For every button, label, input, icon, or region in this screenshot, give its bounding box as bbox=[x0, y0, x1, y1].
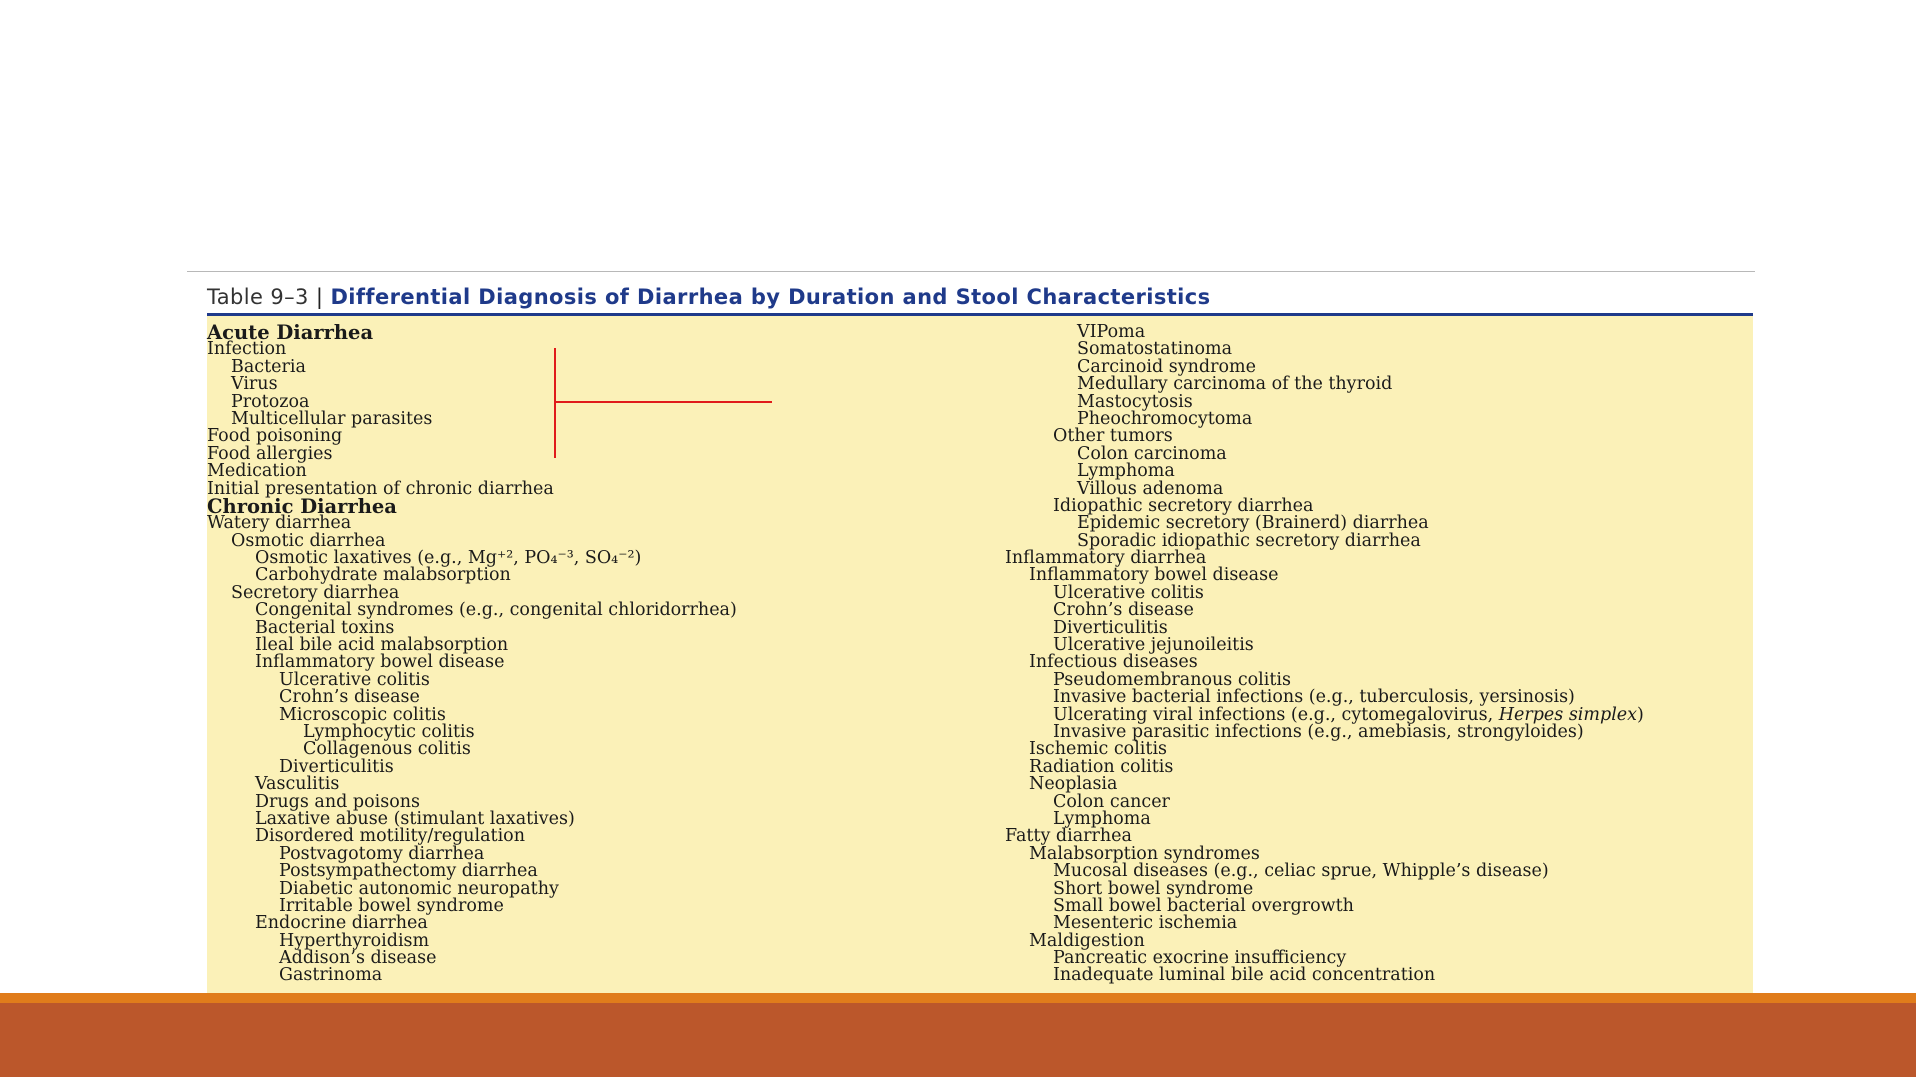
list-item: Food poisoning bbox=[207, 426, 343, 447]
caption-separator: | bbox=[315, 285, 324, 309]
list-item: Crohn’s disease bbox=[279, 687, 420, 708]
list-item: Pheochromocytoma bbox=[1077, 408, 1253, 429]
list-item: Postsympathectomy diarrhea bbox=[279, 861, 538, 882]
list-item: Small bowel bacterial overgrowth bbox=[1053, 895, 1354, 916]
list-item: Initial presentation of chronic diarrhea bbox=[207, 478, 554, 499]
list-item: Endocrine diarrhea bbox=[255, 913, 428, 934]
slide-top-rule bbox=[187, 271, 1755, 272]
list-item: Inflammatory bowel disease bbox=[1029, 565, 1279, 586]
list-item: Medication bbox=[207, 461, 307, 482]
list-item: Protozoa bbox=[231, 391, 310, 412]
list-item: Mastocytosis bbox=[1077, 391, 1193, 412]
list-item: Laxative abuse (stimulant laxatives) bbox=[255, 808, 575, 829]
list-item: Diverticulitis bbox=[1053, 617, 1168, 638]
annotation-vertical-line bbox=[554, 348, 556, 458]
list-item: Hyperthyroidism bbox=[279, 930, 430, 951]
list-item: Irritable bowel syndrome bbox=[279, 895, 504, 916]
annotation-horizontal-line bbox=[554, 401, 772, 403]
list-item: Postvagotomy diarrhea bbox=[279, 843, 485, 864]
footer-accent-stripe bbox=[0, 993, 1916, 1003]
section-heading: Chronic Diarrhea bbox=[207, 494, 397, 518]
list-item: Lymphocytic colitis bbox=[303, 721, 475, 742]
list-item: Fatty diarrhea bbox=[1005, 826, 1132, 847]
list-item: Diverticulitis bbox=[279, 756, 394, 777]
list-item: Osmotic laxatives (e.g., Mg⁺², PO₄⁻³, SO₄⁻²) bbox=[255, 548, 642, 569]
list-item: Vasculitis bbox=[255, 774, 340, 795]
list-item: Bacterial toxins bbox=[255, 617, 395, 638]
list-item: Maldigestion bbox=[1029, 930, 1145, 951]
list-item: Infection bbox=[207, 339, 287, 360]
section-heading: Acute Diarrhea bbox=[207, 321, 374, 344]
list-item: Infectious diseases bbox=[1029, 652, 1198, 673]
list-item: Ulcerative colitis bbox=[279, 669, 430, 690]
list-item: Lymphoma bbox=[1053, 808, 1151, 829]
list-item: Malabsorption syndromes bbox=[1029, 843, 1260, 864]
list-item: Bacteria bbox=[231, 356, 306, 377]
list-item: Inflammatory bowel disease bbox=[255, 652, 505, 673]
list-item: Ulcerative colitis bbox=[1053, 582, 1204, 603]
list-item: Medullary carcinoma of the thyroid bbox=[1077, 374, 1393, 395]
list-item: Idiopathic secretory diarrhea bbox=[1053, 495, 1314, 516]
list-item: Ulcerating viral infections (e.g., cytomegalovirus, Herpes simplex) bbox=[1053, 704, 1644, 725]
table-number: Table 9–3 bbox=[207, 285, 309, 309]
footer-band bbox=[0, 1003, 1916, 1077]
list-item: Osmotic diarrhea bbox=[231, 530, 386, 551]
list-item: Secretory diarrhea bbox=[231, 582, 400, 603]
list-item: Colon carcinoma bbox=[1077, 443, 1227, 464]
left-column bbox=[207, 321, 737, 986]
list-item: Disordered motility/regulation bbox=[255, 826, 525, 847]
list-item: Short bowel syndrome bbox=[1053, 878, 1254, 899]
list-item: Sporadic idiopathic secretory diarrhea bbox=[1077, 530, 1421, 551]
list-item: Lymphoma bbox=[1077, 461, 1175, 482]
list-item: Ileal bile acid malabsorption bbox=[255, 635, 509, 656]
table-title: Differential Diagnosis of Diarrhea by Duration and Stool Characteristics bbox=[330, 285, 1211, 309]
list-item: Radiation colitis bbox=[1029, 756, 1174, 777]
list-item: Pancreatic exocrine insufficiency bbox=[1053, 948, 1347, 969]
list-item: Colon cancer bbox=[1053, 791, 1170, 812]
list-item: Other tumors bbox=[1053, 426, 1173, 447]
list-item: Ischemic colitis bbox=[1029, 739, 1168, 760]
right-column bbox=[1005, 324, 1644, 985]
table-caption bbox=[207, 285, 1755, 309]
list-item: Addison’s disease bbox=[279, 948, 437, 969]
list-item: Drugs and poisons bbox=[255, 791, 420, 812]
list-item: Somatostatinoma bbox=[1077, 339, 1233, 360]
list-item: Diabetic autonomic neuropathy bbox=[279, 878, 559, 899]
list-item: Mucosal diseases (e.g., celiac sprue, Whipple’s disease) bbox=[1053, 861, 1549, 882]
list-item: Watery diarrhea bbox=[207, 513, 352, 534]
list-item: Microscopic colitis bbox=[279, 704, 446, 725]
list-item: Carbohydrate malabsorption bbox=[255, 565, 511, 586]
list-item: Pseudomembranous colitis bbox=[1053, 669, 1291, 690]
list-item: Virus bbox=[231, 374, 278, 395]
list-item: Invasive parasitic infections (e.g., amebiasis, strongyloides) bbox=[1053, 721, 1584, 742]
list-item: Epidemic secretory (Brainerd) diarrhea bbox=[1077, 513, 1429, 534]
list-item: Congenital syndromes (e.g., congenital chloridorrhea) bbox=[255, 600, 737, 621]
list-item: Inadequate luminal bile acid concentration bbox=[1053, 965, 1436, 986]
list-item: Multicellular parasites bbox=[231, 408, 433, 429]
list-item: Carcinoid syndrome bbox=[1077, 356, 1256, 377]
list-item: VIPoma bbox=[1077, 322, 1146, 342]
list-item: Ulcerative jejunoileitis bbox=[1053, 635, 1254, 656]
list-item: Collagenous colitis bbox=[303, 739, 471, 760]
list-item: Inflammatory diarrhea bbox=[1005, 548, 1207, 569]
list-item: Villous adenoma bbox=[1077, 478, 1224, 499]
list-item: Food allergies bbox=[207, 443, 333, 464]
list-item: Neoplasia bbox=[1029, 774, 1118, 795]
list-item: Mesenteric ischemia bbox=[1053, 913, 1238, 934]
list-item: Gastrinoma bbox=[279, 965, 383, 986]
list-item: Invasive bacterial infections (e.g., tuberculosis, yersinosis) bbox=[1053, 687, 1575, 708]
list-item: Crohn’s disease bbox=[1053, 600, 1194, 621]
